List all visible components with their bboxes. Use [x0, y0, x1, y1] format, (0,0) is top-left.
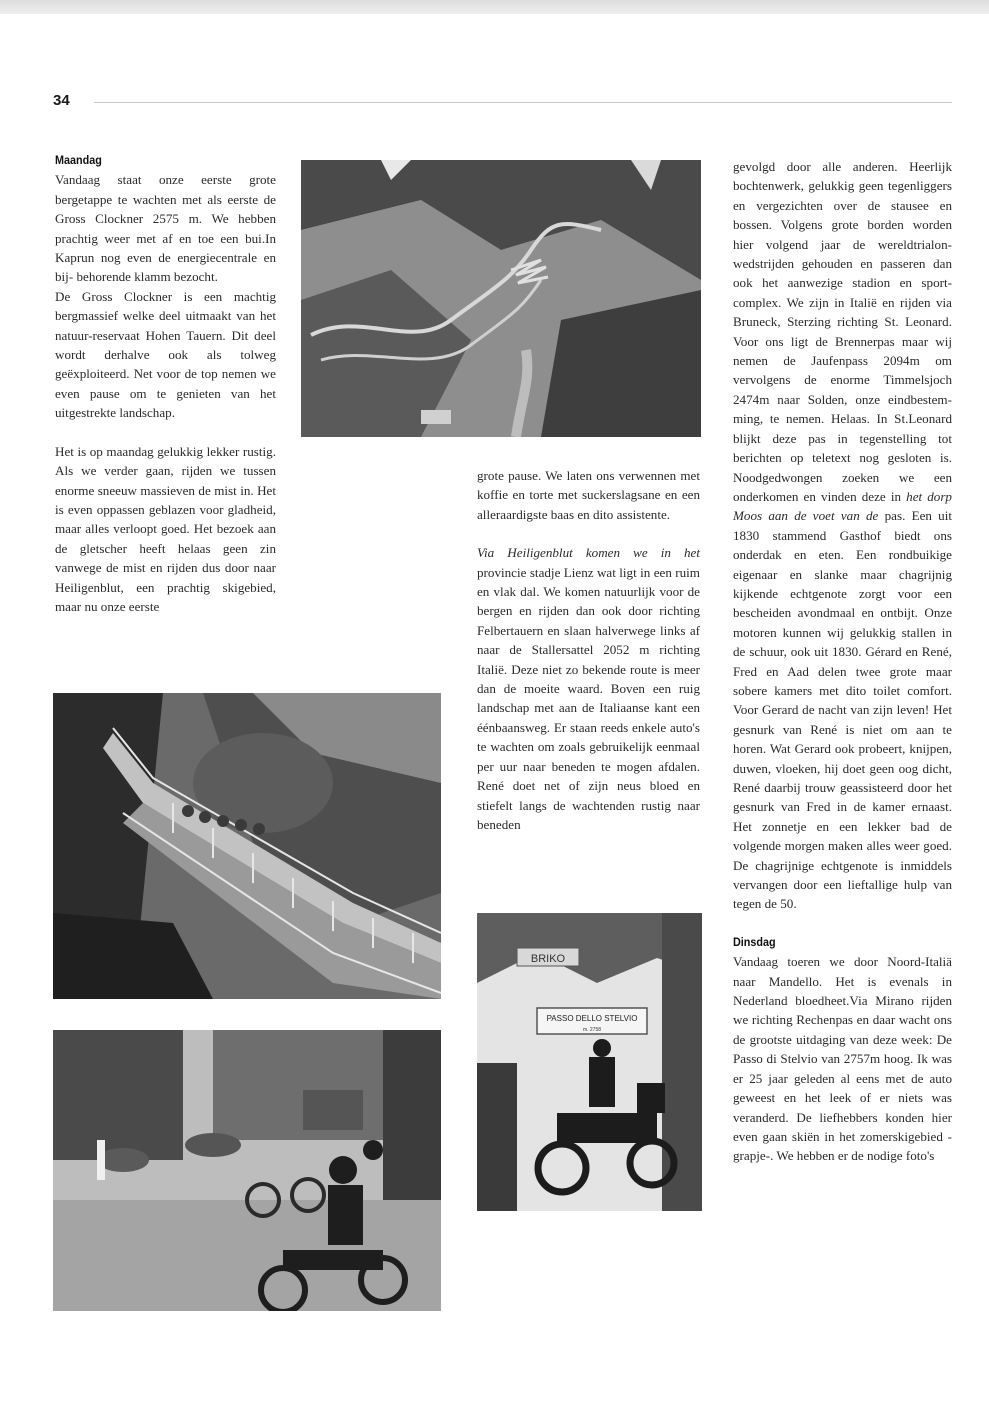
page-number: 34	[53, 92, 70, 109]
stelvio-sign-altitude: m. 2758	[582, 1027, 602, 1033]
paragraph: Vandaag staat onze eerste grote bergetappe te wachten met als eerste de Gross Clockner 2575 m. We hebben prachtig weer met af en toe een bui.In Kaprun nog even de energiecentrale en bij- behorende klamm bezocht.	[55, 172, 276, 285]
paragraph: gevolgd door alle anderen. Heerlijk bochtenwerk, gelukkig geen tegenliggers en vergezichten over de stausee en bossen. Volgens grote borden worden hier volgend jaar de wereldtrialon- wedstrijden gehouden en passeren dan ook het aanwezige stadion en sportcomplex. We zijn in Italië en rijden via Bruneck, Sterzing richting St. Leonard. Voor ons ligt de Brennerpas maar wij nemen de Jaufenpass 2094m om vervolgens de enorme Timmelsjoch 2474m naar Solden, onze eindbestemming, te nemen. Helaas. In St.Leonard blijkt deze pas in tegenstelling tot berichten op teletext nog gesloten is. Noodgedwongen zoeken we een onderkomen en vinden deze in het dorp Moos aan de voet van de pas. Een uit 1830 stammend Gasthof biedt ons onderdak en eten. Een rondbuikige eigenaar en slanke maar chagrijnig kijkende echtgenote zorgt voor een bescheiden avondmaal en ontbijt. Onze motoren kunnen wij gelukkig stallen in de schuur, ook uit 1830. Gérard en René, Fred en Aad delen twee grote maar sobere kamers met dito toilet comfort. Voor Gerard de nacht van zijn leven! Het gesnurk van René is niet om aan te horen. Wat Gerard ook probeert, knijpen, duwen, vloeken, hij doet geen oog dicht, René daarbij trouw geassisteerd door het gesnurk van Fred in de kamer ernaast. Het zonnetje en een lekker bad de volgende morgen maken alles weer goed. De chagrijnige echtgenote is inmiddels vervangen door een lieftallige hulp van tegen de 50.	[733, 159, 952, 912]
section-heading-dinsdag: Dinsdag	[733, 934, 776, 949]
photo-village-motorcycles	[53, 1030, 441, 1311]
paragraph: grote pause. We laten ons verwennen met koffie en torte met suckerslagsane en een alleraardigste baas en dito assistente.	[477, 468, 700, 522]
briko-sign-text: BRIKO	[530, 953, 566, 965]
paragraph: Via Heiligenblut komen we in het provincie stadje Lienz wat ligt in een ruim en vlak dal. We komen natuurlijk voor de bergen en rijden dan ook door richting Felbertauern en slaan halverwege links af naar de Stallersattel 2052 m richting Italië. Deze niet zo bekende route is meer dan de moeite waard. Boven een ruig landschap met aan de Italiaanse kant een éénbaansweg. Er staan reeds enkele auto's te wachten om zoals gebruikelijk eenmaal per uur naar beneden te mogen afdalen. René doet net of zijn neus bloed en stiefelt langs de wachtenden rustig naar beneden	[477, 545, 700, 832]
photo-stelvio-sign	[477, 913, 702, 1211]
header-rule	[94, 102, 952, 103]
column-right	[733, 157, 952, 1166]
stelvio-sign-text: PASSO DELLO STELVIO	[546, 1014, 638, 1023]
top-edge	[0, 0, 989, 14]
italic-lead: Via Heiligenblut komen we in het	[477, 545, 700, 561]
photo-gorge-walkway	[53, 693, 441, 999]
paragraph: Vandaag toeren we door Noord-Italiä naar Mandello. Het is evenals in Nederland bloedheet.Via Mirano rijden we richting Rechenpas en daar wacht ons de grootste uitdaging van deze week: De Passo di Stelvio van 2757m hoog. Ik was er 25 jaar geleden al eens met de auto geweest en het leek of er niets was veranderd. De liefhebbers konden hier even gaan skiën in het zomerskigebied -grapje-. We hebben er de nodige foto's	[733, 954, 952, 1164]
column-left	[55, 151, 276, 616]
column-middle	[477, 466, 700, 834]
section-heading-maandag: Maandag	[55, 153, 102, 167]
paragraph: De Gross Clockner is een machtig bergmassief welke deel uitmaakt van het natuur-reservaat Hohen Tauern. Dit deel wordt derhalve ook als tolweg geëxploiteerd. Net voor de top nemen we even pause om te genieten van het uitgestrekte landschap.	[55, 288, 276, 421]
paragraph: Het is op maandag gelukkig lekker rustig. Als we verder gaan, rijden we tussen enorme sneeuw massieven de mist in. Het is even oppassen geblazen voor gladheid, maar alles verloopt goed. Het bezoek aan de gletscher heeft helaas geen zin vanwege de mist en rijden dus door naar Heiligenblut, een prachtig skigebied, maar nu onze eerste	[55, 443, 276, 614]
photo-serpentine-pass	[301, 160, 701, 437]
